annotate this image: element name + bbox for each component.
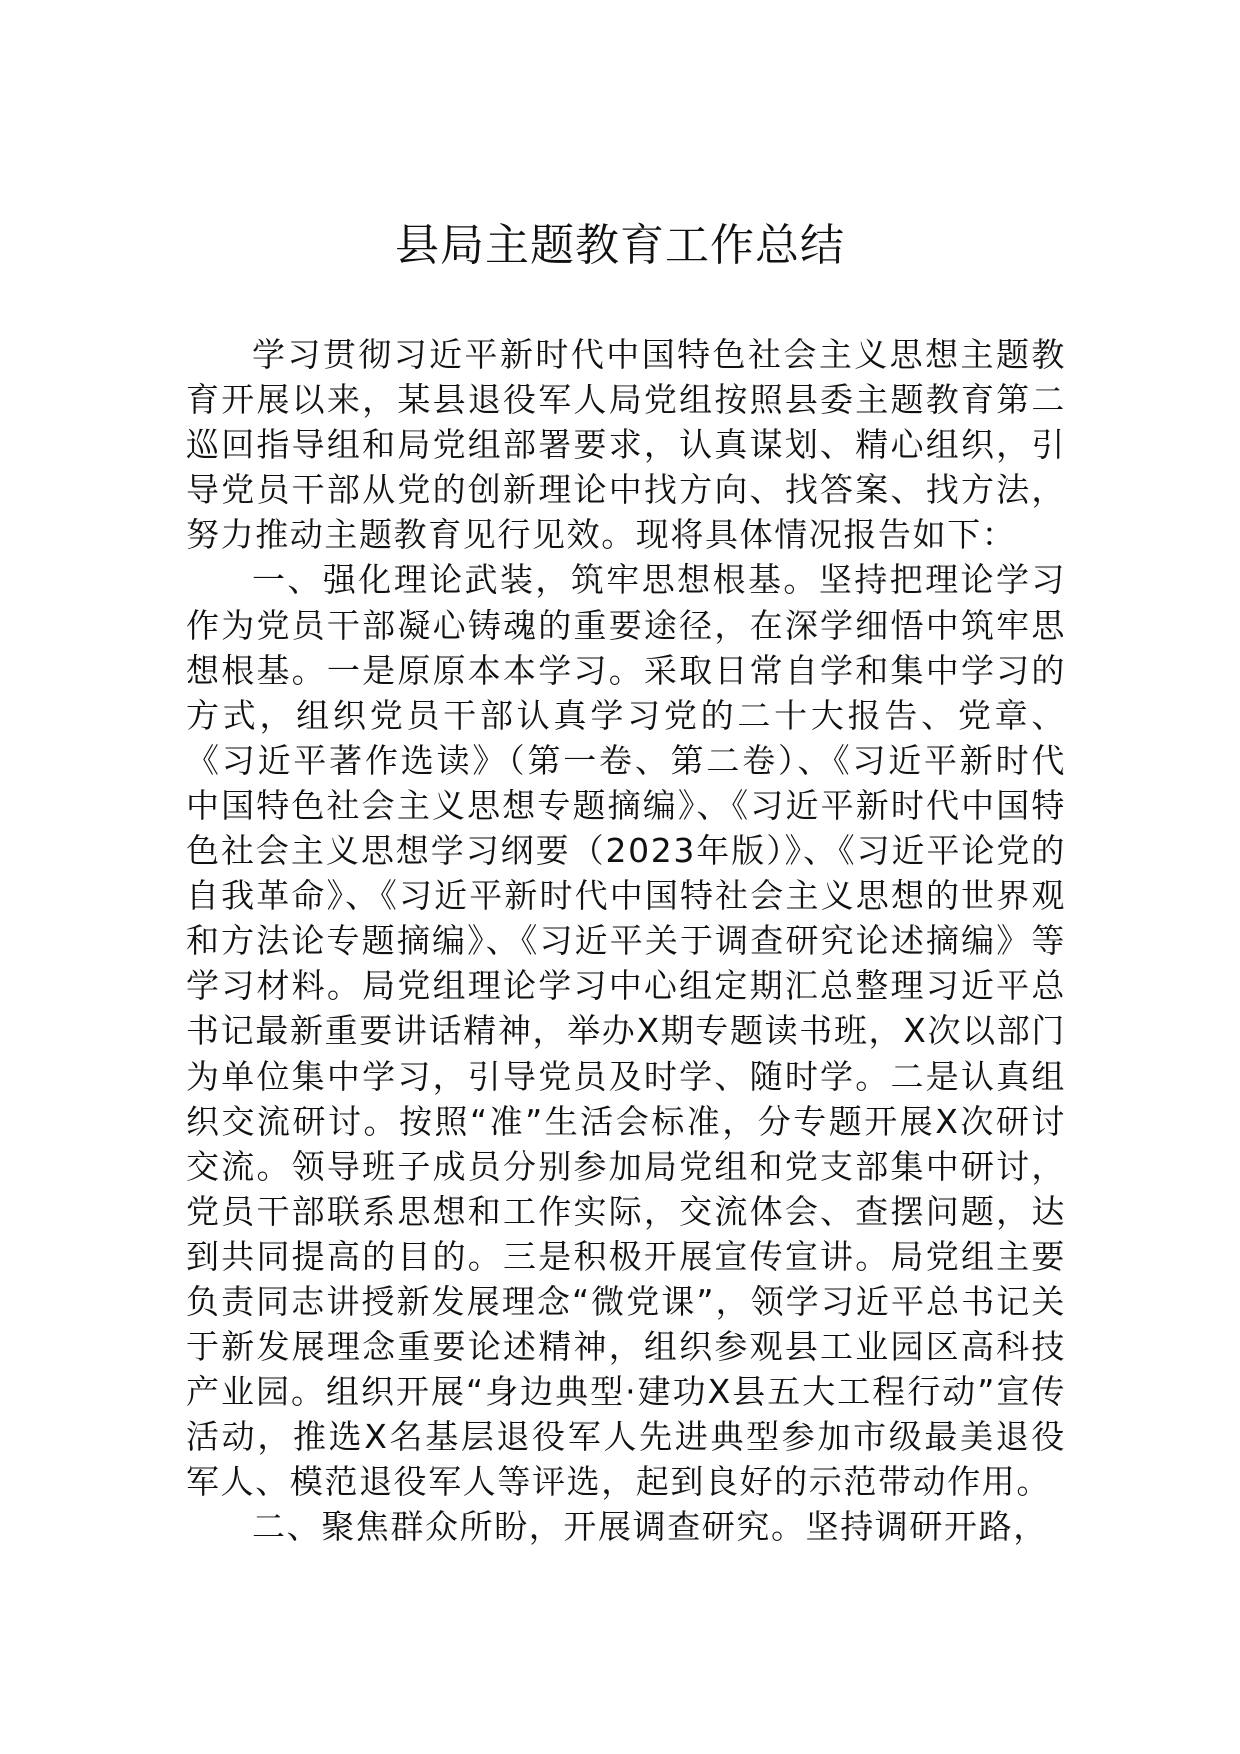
document-title: 县局主题教育工作总结	[395, 220, 845, 271]
paragraph-intro: 学习贯彻习近平新时代中国特色社会主义思想主题教育开展以来，某县退役军人局党组按照县委主题教育第二巡回指导组和局党组部署要求，认真谋划、精心组织，引导党员干部从党的创新理论中找方向、找答案、找方法，努力推动主题教育见行见效。现将具体情况报告如下：	[186, 335, 1066, 555]
paragraph-section-1: 一、强化理论武装，筑牢思想根基。坚持把理论学习作为党员干部凝心铸魂的重要途径，在深学细悟中筑牢思想根基。一是原原本本学习。采取日常自学和集中学习的方式，组织党员干部认真学习党的二十大报告、党章、《习近平著作选读》（第一卷、第二卷）、《习近平新时代中国特色社会主义思想专题摘编》、《习近平新时代中国特色社会主义思想学习纲要（2023年版）》、《习近平论党的自我革命》、《习近平新时代中国特社会主义思想的世界观和方法论专题摘编》、《习近平关于调查研究论述摘编》等学习材料。局党组理论学习中心组定期汇总整理习近平总书记最新重要讲话精神，举办X期专题读书班，X次以部门为单位集中学习，引导党员及时学、随时学。二是认真组织交流研讨。按照“准”生活会标准，分专题开展X次研讨交流。领导班子成员分别参加局党组和党支部集中研讨，党员干部联系思想和工作实际，交流体会、查摆问题，达到共同提高的目的。三是积极开展宣传宣讲。局党组主要负责同志讲授新发展理念“微党课”，领学习近平总书记关于新发展理念重要论述精神，组织参观县工业园区高科技产业园。组织开展“身边典型·建功X县五大工程行动”宣传活动，推选X名基层退役军人先进典型参加市级最美退役军人、模范退役军人等评选，起到良好的示范带动作用。	[186, 560, 1066, 1502]
document-body	[186, 332, 1066, 1550]
paragraph-section-2: 二、聚焦群众所盼，开展调查研究。坚持调研开路，	[252, 1507, 1048, 1547]
